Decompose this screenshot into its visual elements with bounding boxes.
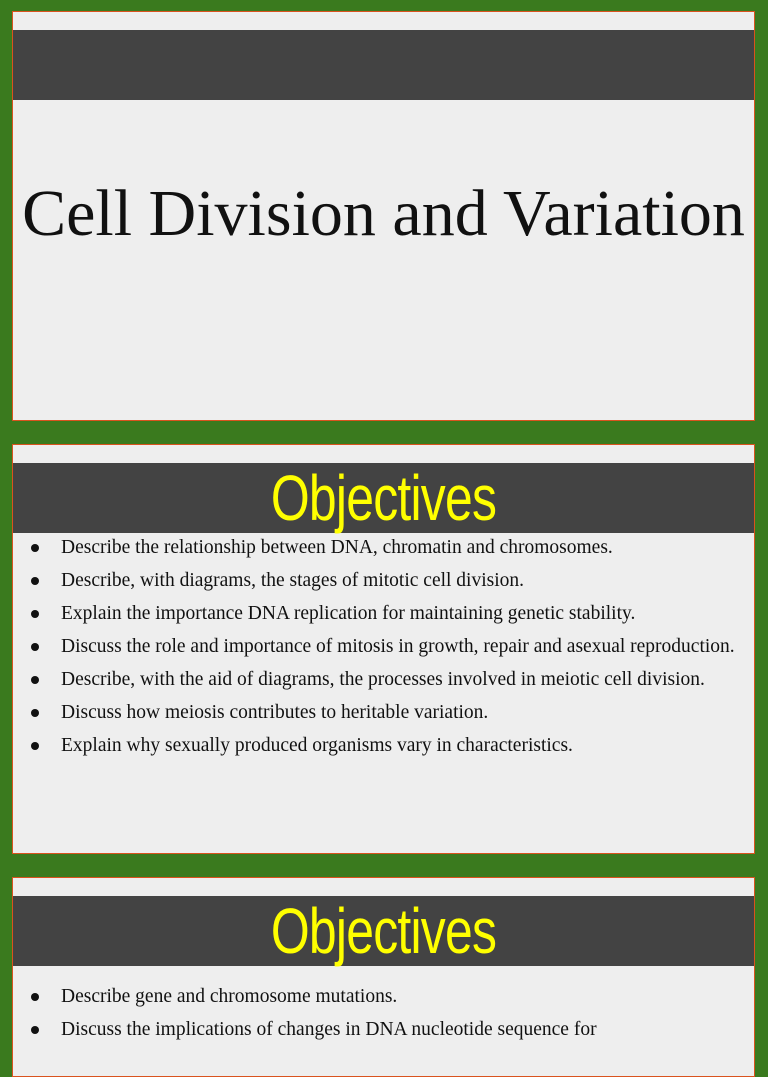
bullet-icon — [31, 577, 39, 585]
slide-heading: Objectives — [270, 895, 497, 967]
list-item: Describe gene and chromosome mutations. — [13, 985, 754, 1008]
list-item: Explain the importance DNA replication for maintaining genetic stability. — [13, 602, 754, 625]
bullet-icon — [31, 1026, 39, 1034]
objectives-slide-2 — [12, 877, 755, 1077]
bullet-icon — [31, 544, 39, 552]
slide-title: Cell Division and Variation — [22, 177, 745, 250]
bullet-icon — [31, 643, 39, 651]
bullet-icon — [31, 742, 39, 750]
list-item: Describe, with diagrams, the stages of mitotic cell division. — [13, 569, 754, 592]
bullet-icon — [31, 993, 39, 1001]
objectives-list — [13, 985, 754, 1051]
list-item: Discuss the role and importance of mitosis in growth, repair and asexual reproduction. — [13, 635, 754, 658]
list-item: Explain why sexually produced organisms vary in characteristics. — [13, 734, 754, 757]
title-bar — [13, 896, 754, 966]
title-slide — [12, 11, 755, 421]
list-item: Discuss the implications of changes in DNA nucleotide sequence for — [13, 1018, 754, 1041]
objectives-slide-1 — [12, 444, 755, 854]
objectives-list — [13, 536, 754, 767]
list-item: Describe the relationship between DNA, chromatin and chromosomes. — [13, 536, 754, 559]
title-bar — [13, 463, 754, 533]
title-bar — [13, 30, 754, 100]
bullet-icon — [31, 676, 39, 684]
bullet-icon — [31, 610, 39, 618]
slide-heading: Objectives — [270, 462, 497, 534]
list-item: Discuss how meiosis contributes to heritable variation. — [13, 701, 754, 724]
list-item: Describe, with the aid of diagrams, the processes involved in meiotic cell division. — [13, 668, 754, 691]
bullet-icon — [31, 709, 39, 717]
